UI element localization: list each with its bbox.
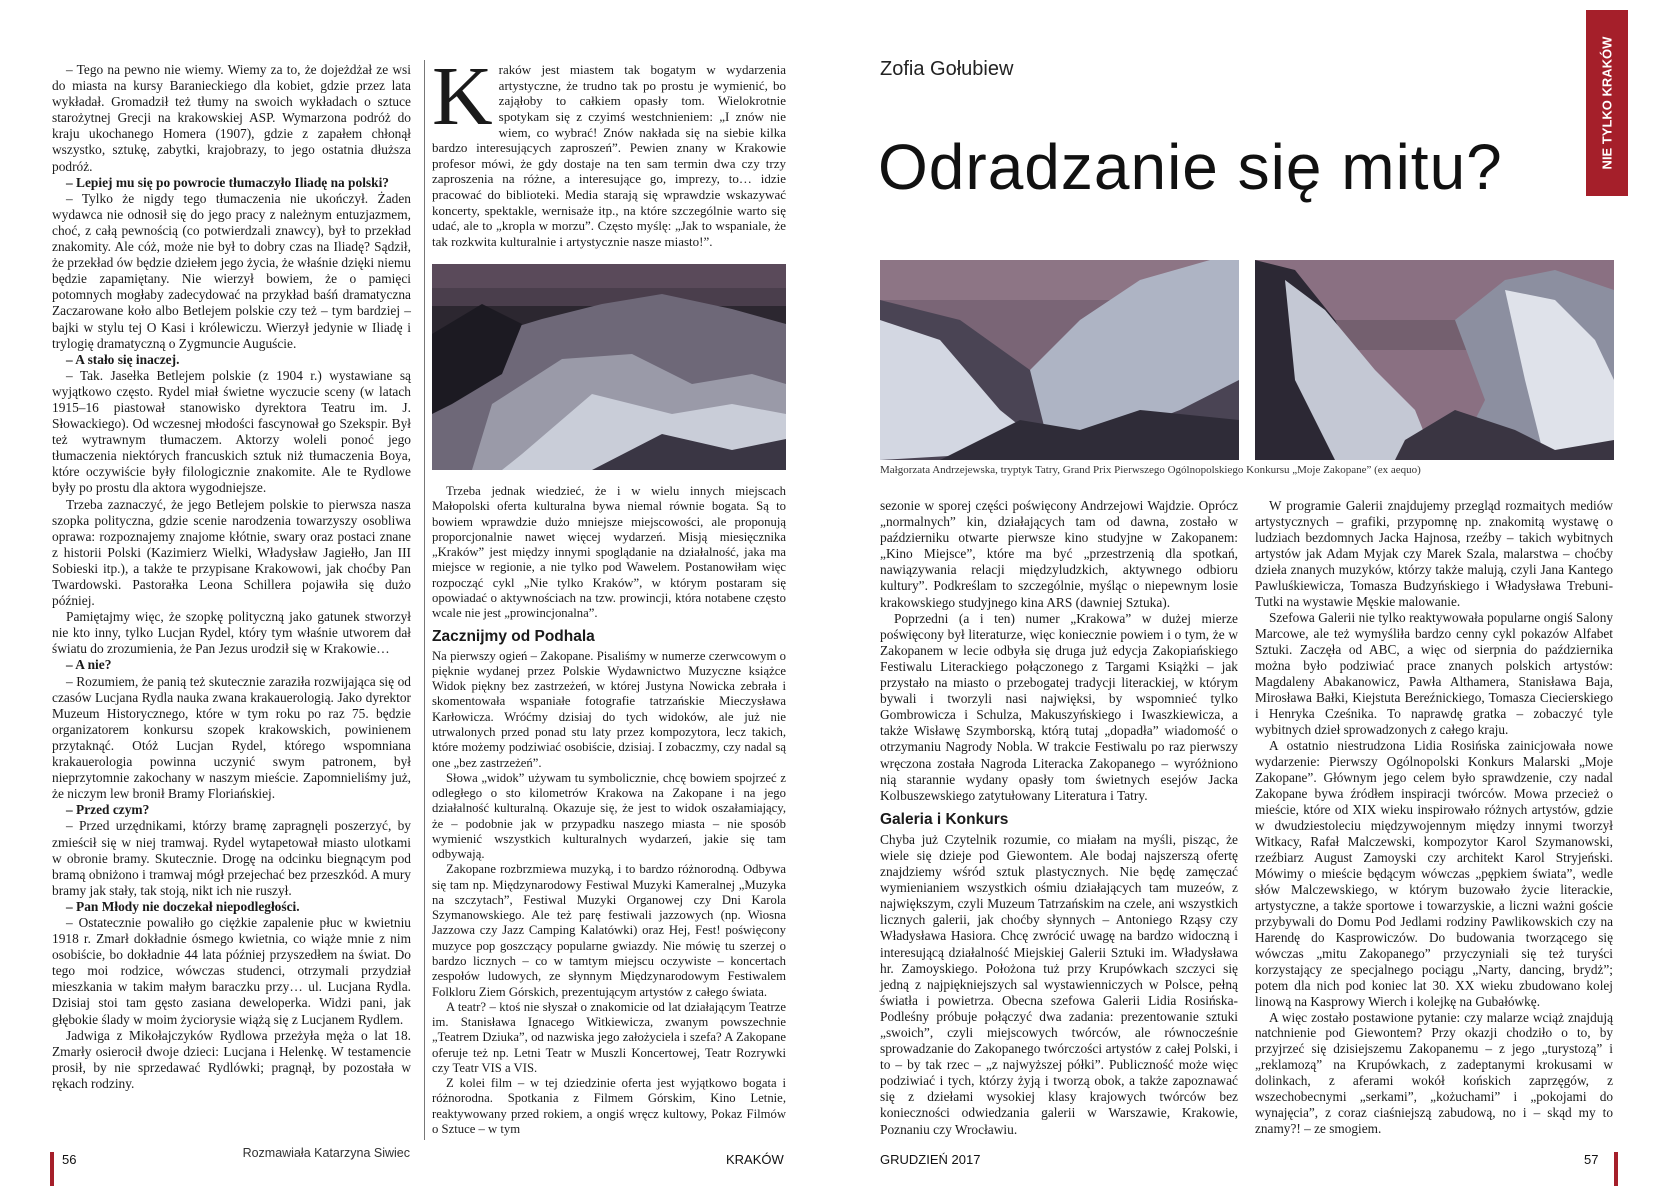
paragraph: Na pierwszy ogień – Zakopane. Pisaliśmy w numerze czerwcowym o pięknie wydanej przez Polskie Wydawnictwo Muzyczne książce Widok piękny bez zastrzeżeń, w której Justyna Nowicka zebrała i skomentowała wspaniałe fotografie tatrzańskie Mieczysława Karłowicza. Wróćmy dzisiaj do tych widoków, ale już nie utrwalonych przed ponad stu laty przez kompozytora, lecz takich, które możemy podziwiać osobiście, dzisiaj. I zobaczmy, czy nadal są one „bez zastrzeżeń”.	[432, 648, 786, 770]
article-column-1	[432, 484, 786, 1137]
paragraph: – Przed urzędnikami, którzy bramę zapragnęli poszerzyć, by zmieścił się w niej tramwaj. Rydel wytapetował miasto ulotkami w obronie bramy. Skutecznie. Drogę na odcinku biegnącym pod bramą obniżono i tramwaj mógł przejechać bez przeszkód. A mury bramy jak stały, tak stoją, nikt ich nie ruszył.	[52, 818, 411, 898]
paragraph: – Tego na pewno nie wiemy. Wiemy za to, że dojeżdżał ze wsi do miasta na kursy Baranieckiego dla kobiet, gdzie przez lata wykładał. Gromadził też tłumy na swoich wykładach o sztuce starożytnej Grecji na krakowskiej ASP. Wymarzona podróż do kraju ukochanego Homera (1907), gdzie z zapałem chłonął wszystko, sztukę, zabytki, krajobrazy, to jego ostatnia dłuższa podróż.	[52, 62, 411, 174]
paragraph: Szefowa Galerii nie tylko reaktywowała popularne ongiś Salony Marcowe, ale też wymyśliła bardzo cenny cykl pokazów Alfabet Sztuki. Zaczęła od ABC, a więc od sierpnia do października można było podziwiać prace znanych polskich artystów: Magdaleny Abakanowicz, Pawła Althamera, Stanisława Baja, Mirosława Bałki, Kiejstuta Bereźnickiego, Tomasza Ciecierskiego i Henryka Cześnika. To naprawdę gratka – zobaczyć tyle wybitnych dzieł sprowadzonych z całego kraju.	[1255, 609, 1613, 737]
paragraph: Z kolei film – w tej dziedzinie oferta jest wyjątkowo bogata i różnorodna. Spotkania z Filmem Górskim, Kino Letnie, reaktywowany przed rokiem, a ongiś wręcz kultowy, Pokaz Filmów o Sztuce – w tym	[432, 1076, 786, 1136]
paragraph: – Rozumiem, że panią też skutecznie zaraziła rozwijająca się od czasów Lucjana Rydla nauka zwana krakauerologią. Jako dyrektor Muzeum Historycznego, które w tym roku po raz 75. będzie organizatorem konkursu szopek krakowskich, powinienem przytaknąć. Otóż Lucjan Rydel, którego wspomniana krakauerologia powinna uczynić swym patronem, był nieprzytomnie zakochany w naszym mieście. Zapomnieliśmy już, że niczym lew bronił Bramy Floriańskiej.	[52, 673, 411, 802]
paragraph: A więc zostało postawione pytanie: czy malarze wciąż znajdują natchnienie pod Giewontem? Przy okazji chodziło o to, by przyjrzeć się dzisiejszemu Zakopanemu – z jego „turystozą” i „reklamozą” na Krupówkach, z zadeptanymi krokusami w dolinkach, z aferami wokół końskich zaprzęgów, z wszechobecnymi „serkami”, „kożuchami” i „pokojami do wynajęcia”, z coraz ciaśniejszą zabudową, no i – skąd my to znamy?! – ze smogiem.	[1255, 1009, 1613, 1137]
section-tab	[1586, 10, 1628, 196]
footer-accent-left	[50, 1152, 54, 1186]
interview-question: – A stało się inaczej.	[66, 351, 180, 367]
image-caption: Małgorzata Andrzejewska, tryptyk Tatry, Grand Prix Pierwszego Ogólnopolskiego Konkursu „Moje Zakopane” (ex aequo)	[880, 464, 1421, 476]
interview-question: – Pan Młody nie doczekał niepodległości.	[66, 898, 300, 914]
mountain-painting-center	[880, 260, 1239, 460]
mountain-painting-center-image	[880, 260, 1239, 460]
interview-question: – Lepiej mu się po powrocie tłumaczyło Iliadę na polski?	[66, 174, 389, 190]
paragraph: Chyba już Czytelnik rozumie, co miałam na myśli, pisząc, że wiele się dzieje pod Giewontem. Ale bodaj najszerszą ofertę znajdziemy wśród sztuk plastycznych. Nie będę zamęczać wymienianiem wszystkich ośmiu działających tam muzeów, z największym, czyli Muzeum Tatrzańskim na czele, ani wszystkich licznych galerii, jak choćby słynnych – Antoniego Rząsy czy Władysława Hasiora. Chcę zwrócić uwagę na bardzo widoczną i interesującą działalność Miejskiej Galerii Sztuki im. Władysława hr. Zamoyskiego. Położona tuż przy Krupówkach szczyci się jedną z najpiękniejszych sal wystawienniczych w Polsce, pełną światła i powietrza. Obecna szefowa Galerii Lidia Rosińska-Podleśny próbuje połączyć dwa zadania: prezentowanie sztuki „swoich”, czyli miejscowych twórców, ale równocześnie sprowadzanie do Zakopanego twórczości artystów z całej Polski, i to – by tak rzec – „z najwyższej półki”. Publiczność może więc podziwiać i tych, którzy żyją i tworzą obok, a także zapoznawać się z dziełami wysokiej klasy krajowych twórców bez konieczności odwiedzania galerii w Warszawie, Krakowie, Poznaniu czy Wrocławiu.	[880, 831, 1238, 1137]
interview-signature: Rozmawiała Katarzyna Siwiec	[242, 1146, 410, 1160]
interview-column	[52, 62, 411, 1092]
interview-question: – Przed czym?	[66, 802, 150, 818]
mountain-painting-left-image	[432, 264, 786, 470]
paragraph: Poprzedni (a i ten) numer „Krakowa” w dużej mierze poświęcony był literaturze, więc koniecznie powiem i o tym, że w Zakopanem w lecie odbyła się druga już edycja Zakopiańskiego Festiwalu Literackiego połączonego z Targami Książki – jak przystało na miasto o przebogatej tradycji literackiej, w którym bywali i tworzyli nasi najwięksi, by wspomnieć tylko Gombrowicza i Schulza, Makuszyńskiego i Iwaszkiewicza, a także Wisławę Szymborską, którą tutaj „dopadła” wiadomość o otrzymaniu Nagrody Nobla. W trakcie Festiwalu po raz pierwszy wręczona została Nagroda Literacka Zakopanego – wyróżniono nią starannie wydany opasły tom świetnych esejów Jacka Kolbuszewskiego zatytułowany Literatura i Tatry.	[880, 610, 1238, 803]
paragraph: W programie Galerii znajdujemy przegląd rozmaitych mediów artystycznych – grafiki, przypomnę np. znakomitą wystawę o ludziach bezdomnych Jacka Hajnosa, rzeźby – takich wybitnych artystów jak Adam Myjak czy Marek Szala, malarstwa – choćby dzieła znanych muzyków, którzy także malują, czyli Jana Kantego Pawluśkiewicza, Tomasza Budzyńskiego i Władysława Trebuni-Tutki na wystawie Męskie malowanie.	[1255, 498, 1613, 609]
paragraph: A teatr? – ktoś nie słyszał o znakomicie od lat działającym Teatrze im. Stanisława Ignacego Witkiewicza, zwanym powszechnie „Teatrem Dziuka”, od nazwiska jego założyciela i szefa? A Zakopane oferuje też np. Letni Teatr w Muszli Koncertowej, Teatr Rozrywki czy Teatr VIS a VIS.	[432, 999, 786, 1075]
paragraph: Pamiętajmy więc, że szopkę polityczną jako gatunek stworzył nie kto inny, tylko Lucjan Rydel, który tym właśnie utworem dał światu do zrozumienia, że Pan Jezus urodził się w Krakowie…	[52, 609, 411, 657]
issue-date: GRUDZIEŃ 2017	[880, 1152, 981, 1167]
article-column-2	[880, 498, 1238, 1138]
footer-accent-right	[1614, 1152, 1618, 1186]
mountain-painting-left	[432, 264, 786, 470]
paragraph: Trzeba jednak wiedzieć, że i w wielu innych miejscach Małopolski oferta kulturalna bywa niemal równie bogata. Są to bowiem wprawdzie dużo mniejsze miejscowości, ale proponują proporcjonalnie nawet więcej wydarzeń. Misją miesięcznika „Kraków” jest między innymi spoglądanie na działalność, jaka ma miejsce w regionie, a nie tylko pod Wawelem. Postanowiłam więc rozpocząć cykl „Nie tylko Kraków”, w którym postaram się opowiadać o aktywnościach na tzw. prowincji, która notabene często wcale nie jest „prowincjonalna”.	[432, 484, 786, 621]
paragraph: – Tak. Jasełka Betlejem polskie (z 1904 r.) wystawiane są wyjątkowo często. Rydel miał świetne wyczucie sceny (w latach 1915–16 piastował stanowisko dyrektora Teatru im. J. Słowackiego). Od wczesnej młodości fascynował go Szekspir. Był też wytrawnym tłumaczem. Aktorzy woleli ponoć jego tłumaczenia niektórych francuskich sztuk niż tłumaczenia Boya, które oczywiście były filologicznie znakomite. Ale te Rydlowe były po prostu dla aktora wygodniejsze.	[52, 367, 411, 496]
mountain-painting-right-image	[1255, 260, 1614, 460]
intro-paragraph: raków jest miastem tak bogatym w wydarzenia artystyczne, że trudno tak po prostu je wymienić, bo zająłoby to całkiem opasły tom. Wielokrotnie spotykam się z czyimś westchnieniem: „I znów nie wiem, co wybrać! Znów nakłada się na siebie kilka bardzo interesujących zaproszeń”. Pewien znany w Krakowie profesor mówi, że gdy dostaje na ten sam termin dwa czy trzy zaproszenia na różne, a interesujące go, imprezy, to… idzie pracować do biblioteki. Media starają się wprawdzie wskazywać koncerty, spektakle, wernisaże itp., na które szczególnie warto się udać, ale to „kropla w morzu”. Często myślę: „Jak to wspaniale, że tak rozkwita kulturalnie i artystycznie nasze miasto!”.	[432, 62, 786, 249]
section-tab-label: NIE TYLKO KRAKÓW	[1599, 36, 1615, 170]
paragraph: Trzeba zaznaczyć, że jego Betlejem polskie to pierwsza nasza szopka polityczna, gdzie scenie narodzenia towarzyszy osobliwa oprawa: rozpoznajemy znajome kłótnie, swary oraz postaci znane z historii Polski (Kazimierz Wielki, Władysław Jagiełło, Jan III Sobieski itp.), a także te przypisane Krakowowi, jak choćby Pan Twardowski. Pastorałka Leona Schillera pojawiła się dużo później.	[52, 496, 411, 609]
paragraph: – Tylko że nigdy tego tłumaczenia nie ukończył. Żaden wydawca nie odnosił się do jego pracy z należnym entuzjazmem, choć, z całą pewnością (co potwierdzali znawcy), był to przekład znakomity. Ale cóż, może nie był to dobry czas na Iliadę? Sądził, że przekład ów będzie dziełem jego życia, że właśnie dzięki niemu będzie zapamiętany. Nie wierzył bowiem, że o pamięci potomnych mogłaby zadecydować na przykład baśń dramatyczna Zaczarowane koło albo Betlejem polskie czy też – tym bardziej – bajki w stylu tej O Kasi i królewiczu. Wierzył jedynie w Iliadę i trylogię dramatyczną o Zygmuncie Auguście.	[52, 190, 411, 351]
column-divider	[424, 60, 425, 1140]
paragraph: A ostatnio niestrudzona Lidia Rosińska zainicjowała nowe wydarzenie: Pierwszy Ogólnopolski Konkurs Malarski „Moje Zakopane”. Głównym jego celem było sprawdzenie, czy nadal Zakopane bywa źródłem inspiracji twórców. Mowa przecież o mieście, które od XIX wieku inspirowało różnych artystów, gdzie w dwudziestoleciu międzywojennym między innymi tworzył Witkacy, Rafał Malczewski, kompozytor Karol Szymanowski, rzeźbiarz August Zamoyski czy architekt Karol Stryjeński. Mówimy o mieście będącym wówczas „pępkiem świata”, wedle słów Malczewskiego, w którym buzowało życie literackie, artystyczne, a także sportowe i towarzyskie, a liczni ważni goście przybywali do Domu Pod Jedlami rodziny Pawlikowskich czy na Harendę do Kasprowiczów. Do budowania tworzącego się wówczas „mitu Zakopanego” przyczyniali się też turyści korzystający ze specjalnego pociągu „Narty, dancing, brydż”; potem dla nich pod koniec lat 30. XX wieku zbudowano kolej linową na Kasprowy Wierch i kolejkę na Gubałówkę.	[1255, 737, 1613, 1009]
article-title: Odradzanie się mitu?	[878, 131, 1503, 203]
section-heading: Galeria i Konkurs	[880, 810, 1009, 828]
paragraph: Zakopane rozbrzmiewa muzyką, i to bardzo różnorodną. Odbywa się tam np. Międzynarodowy Festiwal Muzyki Kameralnej „Muzyka na szczytach”, Festiwal Muzyki Organowej czy Dni Karola Szymanowskiego. Ale też parę festiwali jazzowych (np. Wiosna Jazzowa czy Jazz Camping Kalatówki) oraz Hej, Fest! poświęcony muzyce pop goszczący popularne gwiazdy. Nie mówię tu szerzej o bardzo licznych – co w tamtym miejscu oczywiste – koncertach zespołów ludowych, ze słynnym Międzynarodowym Festiwalem Folkloru Ziem Górskich, prezentującym artystów z całego świata.	[432, 862, 786, 999]
paragraph: Jadwiga z Mikołajczyków Rydlowa przeżyła męża o lat 18. Zmarły osierocił dwoje dzieci: Lucjana i Helenkę. W testamencie prosił, by nie sprzedawać Rydlówki; pragnął, by pozostała w rękach rodziny.	[52, 1027, 411, 1091]
drop-cap: K	[432, 50, 493, 143]
section-heading: Zacznijmy od Podhala	[432, 628, 595, 646]
paragraph: sezonie w sporej części poświęcony Andrzejowi Wajdzie. Oprócz „normalnych” kin, działających tam od dawna, zostało w październiku otwarte pierwsze kino studyjne w Zakopanem: „Kino Miejsce”, które ma być „przestrzenią dla spotkań, nawiązywania relacji międzyludzkich, aktywnego odbioru kultury”. Podkreślam to szczególnie, myśląc o niepewnym losie krakowskiego studyjnego kina ARS (dawniej Sztuka).	[880, 498, 1238, 610]
magazine-title: KRAKÓW	[726, 1152, 784, 1167]
paragraph: – Ostatecznie powaliło go ciężkie zapalenie płuc w kwietniu 1918 r. Zmarł dokładnie ósmego kwietnia, co wiąże mnie z nim osobiście, bo dokładnie 44 lata później przyszedłem na świat. Do tego moi rodzice, wówczas studenci, otrzymali przydział mieszkania w takim małym baraczku przy… ul. Lucjana Rydla. Dzisiaj stoi tam gęsto zasiana deweloperka. Widzi pani, jak głębokie ślady w moim życiorysie wiążą się z Lucjanem Rydlem.	[52, 914, 411, 1027]
paragraph: Słowa „widok” używam tu symbolicznie, chcę bowiem spojrzeć z odległego o sto kilometrów Krakowa na Zakopane i na jego działalność kulturalną. Okazuje się, że jest to widok oszałamiający, że – podobnie jak w przypadku naszego miasta – nie sposób wymienić wszystkich kulturalnych wydarzeń, jakie się tam odbywają.	[432, 770, 786, 862]
intro-column	[432, 50, 786, 250]
article-author: Zofia Gołubiew	[880, 58, 1014, 80]
page-number-right: 57	[1584, 1152, 1599, 1167]
mountain-painting-right	[1255, 260, 1614, 460]
article-column-3	[1255, 498, 1613, 1137]
page-number-left: 56	[62, 1152, 77, 1167]
interview-question: – A nie?	[66, 657, 112, 673]
